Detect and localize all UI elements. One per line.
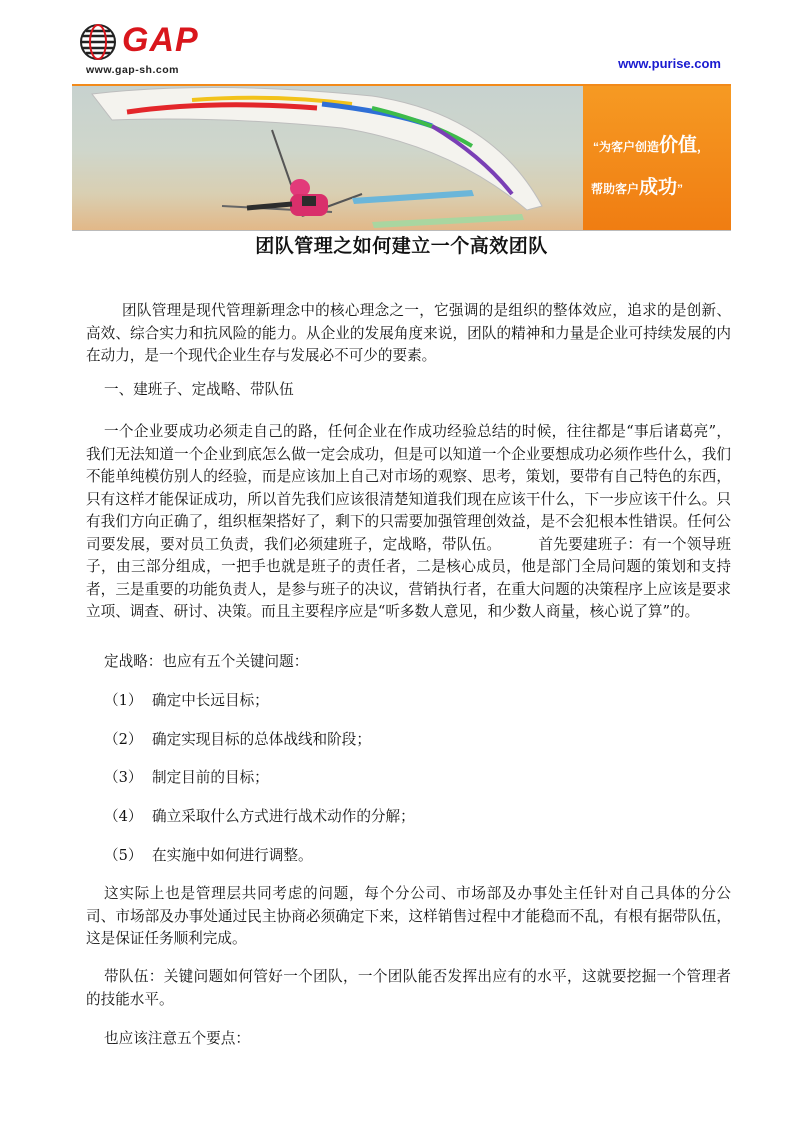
list-item: （5） 在实施中如何进行调整。 xyxy=(104,847,313,864)
body-paragraph-team-building: 一个企业要成功必须走自己的路，任何企业在作成功经验总结的时候，往往都是“事后诸葛亮”，我们无法知道一个企业到底怎么做一定会成功，但是可以知道一个企业要想成功必须作些什么，我们不能单纯模仿别人的经验，而是应该加上自己对市场的观察、思考，策划，要带有自己特色的东西，只有这样才能保证成功，所以首先我们应该很清楚知道我们现在应该干什么，下一步应该干什么。只有我们方向正确了，组织框架搭好了，剩下的只需要加强管理创效益，是不会犯根本性错误。任何公司要发展，要对员工负责，我们必须建班子，定战略，带队伍。 首先要建班子：有一个领导班子，由三部分组成，一把手也就是班子的责任者，二是核心成员，他是部门全局问题的策划和支持者，三是重要的功能负责人，是参与班子的决议，营销执行者，在重大问题的决策程序上应该是要求立项、调查、研讨、决策。而且主要程序应是“听多数人意见，和少数人商量，核心说了算”的。 xyxy=(86,423,731,620)
body-paragraph-consensus: 这实际上也是管理层共同考虑的问题，每个分公司、市场部及办事处主任针对自己具体的分公司、市场部及办事处通过民主协商必须确定下来，这样销售过程中才能稳而不乱，有根有据带队伍，这是保证任务顺利完成。 xyxy=(86,885,731,947)
body-paragraph-lead-team: 带队伍：关键问题如何管好一个团队，一个团队能否发挥出应有的水平，这就要挖掘一个管理者的技能水平。 xyxy=(86,968,731,1008)
hang-glider-illustration xyxy=(72,86,583,230)
title-divider xyxy=(72,230,731,231)
slogan-line-1: “为客户创造价值， xyxy=(593,135,710,156)
slogan-panel xyxy=(583,86,731,230)
hero-banner xyxy=(72,86,731,230)
list-item: （2） 确定实现目标的总体战线和阶段； xyxy=(104,731,371,748)
list-item: （1） 确定中长远目标； xyxy=(104,692,269,709)
list-item: （4） 确立采取什么方式进行战术动作的分解； xyxy=(104,808,415,825)
globe-icon xyxy=(78,22,118,62)
intro-paragraph: 团队管理是现代管理新理念中的核心理念之一，它强调的是组织的整体效应，追求的是创新、高效、综合实力和抗风险的能力。从企业的发展角度来说，团队的精神和力量是企业可持续发展的内在动力，是一个现代企业生存与发展必不可少的要素。 xyxy=(86,302,731,364)
list-item: （3） 制定目前的目标； xyxy=(104,769,269,786)
site-url-link[interactable]: www.purise.com xyxy=(618,56,721,71)
logo-url: www.gap-sh.com xyxy=(86,64,179,76)
section-heading-1: 一、建班子、定战略、带队伍 xyxy=(104,381,294,398)
hang-glider-photo xyxy=(72,86,583,230)
strategy-heading: 定战略：也应有五个关键问题： xyxy=(104,653,309,670)
document-title: 团队管理之如何建立一个高效团队 xyxy=(255,235,548,257)
gap-logo xyxy=(78,20,218,82)
slogan-line-2: 帮助客户成功” xyxy=(591,177,684,198)
logo-text: GAP xyxy=(122,21,199,59)
body-paragraph-five-points: 也应该注意五个要点： xyxy=(104,1030,250,1047)
